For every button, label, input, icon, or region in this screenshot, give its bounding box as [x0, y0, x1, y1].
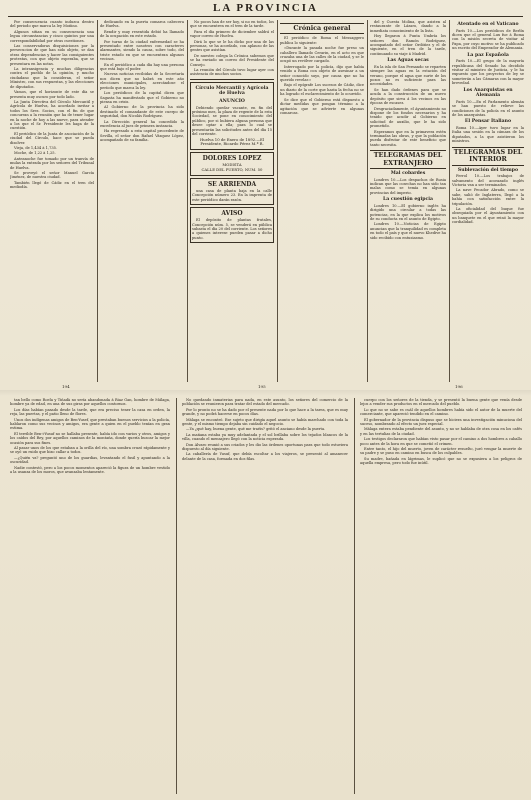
top-column-5: [370, 20, 446, 382]
paragraph: Los testigos declararon que habían visto pasar por el camino a dos hombres a caballo poco antes de la hora en que se cometió el crimen.: [360, 437, 522, 446]
paragraph: Las conservadoras disquisiciones por la persecucion de que han sido objeto, se dan otras dependencias y hacer las consiguientes protestas, con que objeto esperaba, que se presentara en las notas.: [10, 44, 94, 66]
subheading: Atentado en el Vaticano: [457, 22, 519, 27]
top-column-3: [190, 20, 274, 382]
paragraph: París 10.—En el Parlamento alemán se han puesto de relieve las condiciones de la policía en el asunto de los anarquistas.: [452, 99, 524, 118]
paragraph: Lo que no se sabe es cuál de aquellos hombres había sido el autor de la muerte del comerciante, que apareció tendido en el camino.: [360, 407, 522, 417]
paragraph: Se proveyó el señor Manuel García Jiménez, de nuestra ciudad.: [10, 171, 94, 180]
ad-heading: SE ARRIENDA: [207, 180, 257, 188]
paragraph: Nadie contestó, pero a los pocos momentos apareció la figura de un hombre vestido a la usanza de los moros, que avanzaba lentamente.: [10, 465, 170, 475]
paragraph: París 10.—El grupo de la mayoría republicana del Senado ha decidido visitar al ministro de Justicia, y le ha expuesto que los proyectos de ley se someterán a las Cámaras con la mayor brevedad.: [452, 59, 524, 86]
paragraph: París 10.—Los periódicos de Berlín dicen que el general Lux fue á Roma con la misión secreta de visitar al Papa, por cuyo motivo se ha publicado un escrito del Emperador de Alemania.: [452, 28, 524, 51]
page-fold: [0, 390, 531, 396]
paragraph: Por lo pronto no se ha dado por el presente nada por lo que hace a la tarea, que es muy grande, y no podrá hacerse en pocos días.: [182, 407, 348, 417]
paragraph: Por turno de la ciudad enfermedad se ha presentado entre nosotros con caracteres alarmantes, siendo la causa, sobre todo, del triste estado en que se encuentran algunos vecinos.: [100, 39, 184, 62]
subheading: Los Anarquistas en Alemania: [463, 87, 513, 99]
paragraph: Londres 10.—El gobierno inglés ha dirigido una circular a todas las potencias, en la que explica los motivos de su conducta en el asunto de Egipto.: [370, 203, 446, 221]
paragraph: Ferrol 10.—Los trabajos de salvamento del acorazado inglés Victoria van a ser terminados.: [452, 174, 524, 187]
paragraph: Entre tanto, el hijo del muerto, joven de carácter resuelto, juró vengar la muerte de su padre y se puso en camino en busca de los culpables.: [360, 447, 522, 456]
advertisement-circulo: [190, 82, 274, 150]
advertisement-modista: [190, 152, 274, 176]
subheading: Sublevación del tiempo: [457, 167, 519, 173]
paragraph: No pocos han de ser hoy, si no en todos, los que se encuentren en el tren de la tarde.: [190, 20, 274, 29]
paragraph: Se dice que el Gobierno está dispuesto a dictar medidas que pongan término a la agitación que se advierte en algunas comarcas.: [280, 97, 364, 115]
section-heading: Crónica general: [280, 23, 364, 34]
column-rule: [367, 20, 368, 382]
paragraph: La nave Pecador Abrado, como se sabe, salió de Inglaterra, llegó a la bahía con satisfacción entre la tripulación.: [452, 188, 524, 206]
ad-heading: ANUNCIO: [219, 99, 245, 105]
paragraph: Por consecuencia cuanto induzca dentro del periodo que marca la ley Moñino.: [10, 20, 94, 29]
paragraph: Interrogado por la policía, dijo que había venido a Roma con objeto de asesinar a un señor conocido suyo, por causa que no ha querido revelar.»: [280, 64, 364, 83]
paragraph: Su madre, bañada en lágrimas, le suplicó que no se expusiera a los peligros de aquella empresa, pero todo fue inútil.: [360, 456, 522, 466]
paragraph: El terrible Ben-i-Yusuf no se hallaba presente, había ido con varios y otros, amigos y los caídos del Rey, por aquellos caminos de la montaña, donde quería buscar la mejor ocasión para sus fines.: [10, 431, 170, 445]
column-rule: [187, 20, 188, 382]
ad-signature: Huelva 10 de Enero de 1892.—El Presidente, Ricardo Pérez M.ª R.: [199, 136, 265, 147]
paragraph: «Durante la pasada noche fue preso un caballero llamado Cerarin, en el acto en que cruzaba una de las calles de la ciudad, y se le ocupó un revólver cargado.: [280, 46, 364, 64]
paragraph: El periódico de Roma el Messaggero publica lo siguiente:: [280, 36, 364, 45]
paragraph: En la isla de San Fernando se reparten siempre las aguas en la estación del verano, porque el agua que surte de los pozos no es suficiente para las necesidades.: [370, 64, 446, 87]
paragraph: La reunión del Círculo tuvo lugar ayer con asistencia de muchos socios.: [190, 68, 274, 77]
paragraph: Los días habían pasado desde la tarde, que era preciso tener la casa en orden, la reja, las puertas, y el patio lleno de flores.: [10, 407, 170, 417]
paragraph: del y Cuesta Molina, que asisten al restaurante de Lázaro, dando a la inmediata conocimiento de la lista.: [370, 20, 446, 33]
subheading: Las Aguas secas: [387, 58, 429, 64]
paragraph: tan bello como Roela y Tiñadà no sería abandonada á Riaz Gan, hombre de Málaga, hombre ya de edad, en una de sus giras por aquellos contornos.: [10, 398, 170, 407]
paragraph: Al Gobierno de la provincia ha sido destinado el comandante de este cuerpo de seguridad, don Nicolás Rodríguez.: [100, 105, 184, 119]
paragraph: Unos dos indígenas amigos de Ben-Yusef, que prestaban buenos servicios a la policía, hablaron como sus vecinos y amigos, era gente a quien en el pueblo tenían en gran estima.: [10, 417, 170, 431]
paragraph: dedicando en la puerta comarca cabecera de Huelva.: [100, 20, 184, 29]
paragraph: —Ya ¿qué hay, buena gente, qué me traéis? gritó el anciano desde la puerta.: [186, 427, 326, 432]
ad-title: DOLORES LOPEZ: [202, 154, 262, 162]
column-rule: [449, 20, 450, 382]
column-rule: [354, 398, 355, 794]
paragraph: Los periódicos de la capital dicen que Sagasta ha manifestado que el Gobierno no piensa en crisis.: [100, 91, 184, 104]
subheading: La paz Española: [467, 52, 509, 58]
advertisement-arrienda: [190, 178, 274, 205]
paragraph: Moche, de 1,22 à 1,25.: [14, 151, 56, 156]
paragraph: La caballería de Yusuf, que debía escoltar a los viajeros, se presentó al amanecer delante de la casa, formada en dos filas.: [182, 452, 348, 461]
ad-address: CALLE DEL PUERTO, NUM. 50: [201, 167, 263, 173]
bottom-column-center: [182, 398, 348, 794]
subheading: La cuestión egipcia: [383, 197, 433, 203]
paragraph: Vamos, que el horizonte de este día se presenta muy oscuro por todo lado.: [10, 90, 94, 99]
top-column-2: [100, 20, 184, 382]
folio-right: 196: [455, 384, 463, 389]
paragraph: Para el día primero de diciembre saldrá el vapor correo de Huelva.: [190, 29, 274, 39]
paragraph: Rendir y muy resentida debió ha llamado de la ocupación en este estado.: [100, 29, 184, 39]
paragraph: El periódico de la Junta de asociación de la ciudad del Círculo, hace que se pueda disolver.: [10, 131, 94, 145]
paragraph: La mañana estaba ya muy adelantada y el sol brillaba sobre los tejados blancos de la villa, cuando el mensajero llegó con la noticia esperada.: [182, 432, 348, 442]
column-rule: [277, 20, 278, 382]
paragraph: Málaga entera estaba pendiente del asunto, y no se hablaba de otra cosa en los cafés y en las tertulias de la ciudad.: [360, 427, 522, 436]
paragraph: La Junta Directiva del Círculo Mercantil y Agrícola de Huelva, ha acordado invitar a todos los Sres. Socios, con el fin de que concurran a la reunión que ha de tener lugar en la noche de hoy a las nueve, para atender a los que el Sr. Presidente les haga de la cuestión.: [10, 99, 94, 131]
paragraph: Málaga se encontró. Ese sujeto que dirigía aquel asunto se había marchado con toda la gente, y el mismo tiempo dejaba sin cuidado el negocio.: [182, 417, 348, 427]
paragraph: Desgraciadamente, el Ayuntamiento no dispone de los fondos necesarios y ha tenido que acudir al Gobierno en solicitud de auxilio, que le ha sido prometido.: [370, 106, 446, 129]
ad-heading: AVISO: [221, 210, 243, 218]
paragraph: Londres 10.—Los despachos de Rusia indican que las cosechas no han sido tan malas como se temía en algunas provincias del imperio.: [370, 177, 446, 195]
column-rule: [97, 20, 98, 382]
paragraph: Nuevas noticias recibidas de la Secretaría nos dicen que no habrá en este año elecciones municipales, acercándose el período que marca la ley.: [100, 72, 184, 90]
paragraph: —¿Quién va? preguntó uno de los guardias, levantando el fusil y apuntando a la oscuridad.: [10, 455, 170, 465]
paragraph: Hoy llegaron á Punta Umbría los señores don Ramón Rodríguez, acompañado del señor Ordóñez y el de siguiente, en el tren de la tarde, continuando su viaje á Madrid.: [370, 34, 446, 56]
paragraph: En el periódico a cada día hay una persona que está bajo el poder.: [100, 62, 184, 72]
ad-body: una casa de planta baja en la calle Concepción número 23. En la imprenta de este periódico darán razón.: [192, 188, 272, 202]
paragraph: Al pasar unos de los que estaban a la orilla del río, una sombra cruzó rápidamente y se oyó un ruido que hizo callar a todos.: [10, 446, 170, 455]
paragraph: La intransigencia y muchas diligencias contra el pueblo de la opinión, y mucho ciudadano que la consideran, el señor Ministro, con sus respuestas, y las elecciones de diputados.: [10, 67, 94, 89]
paragraph: No quedando inmaterias para nada, en este asunto, los señores del comercio de la población se reunieron para tratar del estado del mercado.: [182, 398, 348, 407]
paragraph: De nuestro colega la Crónica sabemos que se ha enviado un correo del Presidente del Consejo.: [190, 53, 274, 67]
paragraph: Don Alvaro reunió a sus criados y les dio las órdenes oportunas para que todo estuviera dispuesto al día siguiente.: [182, 442, 348, 452]
folio-center: 195: [258, 384, 266, 389]
bottom-column-left: [10, 398, 170, 794]
paragraph: Vieja, de 1,434 à 1,735.: [14, 145, 58, 150]
paragraph: Esperamos que en la primavera estén terminadas las obras, y que la población pueda disfrutar de este beneficio que tanto necesita.: [370, 129, 446, 147]
top-column-6: [452, 20, 524, 382]
paragraph: El gobernador de la provincia dispuso que se hiciera una investigación minuciosa del suceso, nombrando al efecto un juez especial.: [360, 417, 522, 427]
paragraph: Anteanoche fue tomado por un tranvía de mulas la entrada por los señores del Tribunal de Huelva.: [10, 156, 94, 170]
ad-title: Círculo Mercantil y Agrícola de Huelva: [195, 85, 269, 97]
advertisement-aviso: [190, 207, 274, 243]
bottom-column-right: [360, 398, 522, 794]
paragraph: Roma 10.—Ayer tuvo lugar en la Italia una sesión en la cámara de los diputados, a la que asistieron los ministros.: [452, 126, 524, 144]
paragraph: La Dirección general ha concedido la excedencia al juez de primera instancia.: [100, 119, 184, 128]
section-heading: TELEGRAMAS DEL EXTRANJERO: [370, 150, 446, 169]
masthead-rule: [8, 16, 523, 17]
paragraph: También llegó de Cádiz en el tren del mediodía.: [10, 180, 94, 190]
top-column-4: [280, 20, 364, 382]
top-column-1: [10, 20, 94, 382]
paragraph: Ha regresado a esta capital procedente de Sevilla, el señor don Rafael Vázquez López, acompañado de su familia.: [100, 129, 184, 143]
folio-left: 194: [62, 384, 70, 389]
section-heading: TELEGRAMAS DEL INTERIOR: [452, 147, 524, 166]
ad-subtitle: MODISTA: [222, 161, 242, 167]
subheading: El Pensar Italiano: [464, 119, 512, 125]
subheading: Mal cobardes: [390, 170, 426, 176]
column-rule: [176, 398, 177, 794]
paragraph: Algunos sitian en su consecuencia una legua circunstancias y cinco quintos por una correspondabilidad por otras cuestiones.: [10, 29, 94, 43]
paragraph: cuerpo con los señores de la tienda, y se presentó la buena gente que venía desde lejos a vender sus productos en el mercado del pueblo.: [360, 398, 522, 407]
ad-body: Debiendo quedar vacante, en fin del próximo mes, la plaza de regente de la esta Sociedad, se pone en conocimiento del público, por si hubiera alguna persona que desee optar a ella; para lo cual se presentarán las solicitudes antes del día 15 del corriente.: [192, 105, 272, 137]
paragraph: Se han dado órdenes para que se acuda a la construcción de un nuevo depósito que sirva á los vecinos en las épocas de escasez.: [370, 87, 446, 106]
paragraph: Bajo el epígrafe Los sucesos de Cádiz, dice un diario de la corte que hasta la fecha no se ha logrado el esclarecimiento de lo ocurrido.: [280, 83, 364, 97]
masthead-title: LA PROVINCIA: [213, 2, 318, 14]
ad-body: El depósito de plantas frutales, Concepción núm. 5, se venderá en pública subasta el día 20 del corriente. Los señores a quienes interese pueden pasar a dicho punto.: [192, 218, 272, 240]
paragraph: La oficialidad del buque fue obsequiada por el Ayuntamiento con un banquete en el que reinó la mayor cordialidad.: [452, 206, 524, 225]
paragraph: Londres 10.—Noticias de Egipto anuncian que la tranquilidad es completa en todo el país y que el nuevo Khedive ha sido recibido con entusiasmo.: [370, 222, 446, 240]
separator: [190, 79, 274, 80]
paragraph: Dirá lo que se le ha dicho por una de las personas, se ha acordado, con aplauso de las gentes que asistían.: [190, 39, 274, 53]
